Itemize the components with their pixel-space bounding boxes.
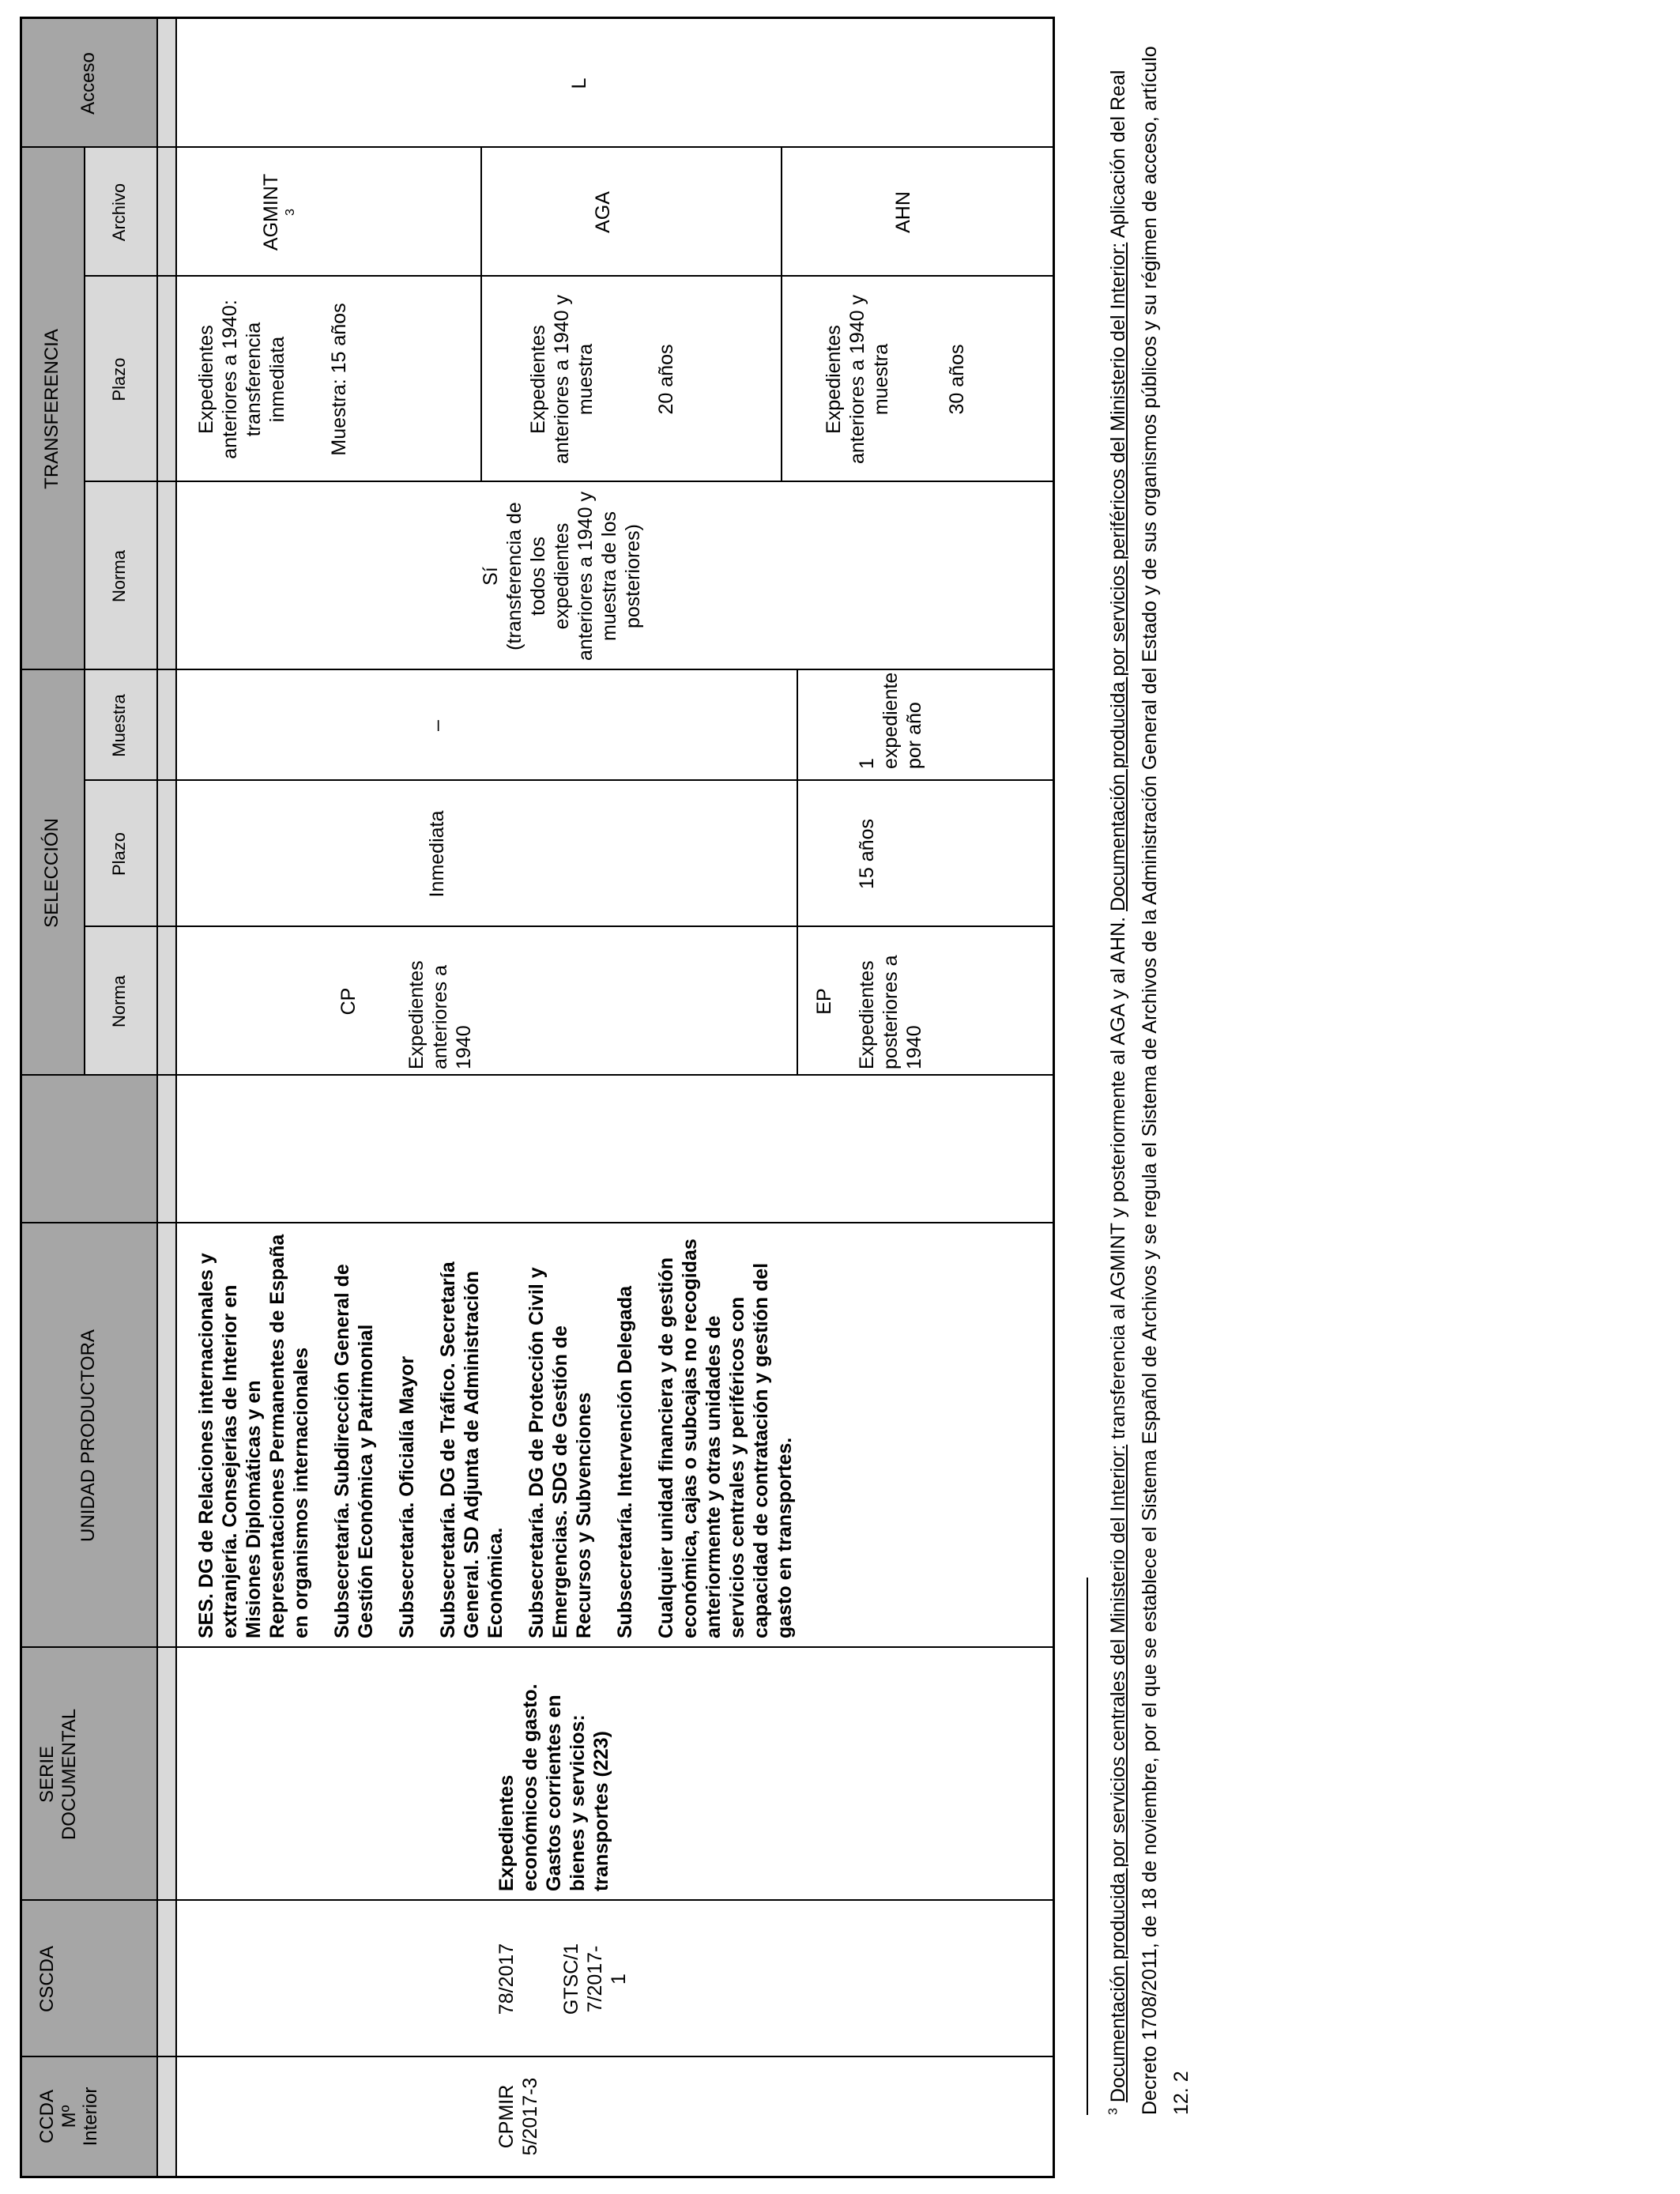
unit-item: Subsecretaría. Intervención Delegada [614,1285,636,1638]
sel-cp-plazo: Inmediata [426,810,448,898]
header-unidad: UNIDAD PRODUCTORA [77,1329,99,1542]
tr-plazo-1: Expedientes anteriores a 1940: transferencia inmediata [195,300,288,459]
sel-ep-text: Expedientes posteriores a 1940 [856,955,925,1069]
footnote-central-label: Documentación producida por servicios centrales del Ministerio del Interior: [1107,1444,1129,2103]
unit-item: Subsecretaría. DG de Protección Civil y Emergencias. SDG de Gestión de Recursos y Subvenciones [525,1267,595,1638]
tr-norma: Sí (transferencia de todos los expedientes anteriores a 1940 y muestra de los posteriores) [480,491,644,662]
footnote [1102,44,1197,2115]
subheader-strip [156,19,175,2176]
unit-item: Cualquier unidad financiera y de gestión económica, cajas o subcajas no recogidas anteriormente y otras unidades de servicios centrales y periféricos con capacidad de contratación y gestión del gasto en transportes. [655,1238,796,1638]
header-sel-plazo: Plazo [109,831,129,876]
unit-item: Subsecretaría. Subdirección General de Gestión Económica y Patrimonial [331,1264,377,1638]
header-sel-muestra: Muestra [109,694,129,757]
sel-cp-text: Expedientes anteriores a 1940 [405,960,475,1069]
tr-plazo-3b: 30 años [946,344,968,415]
cell-acceso: L [568,77,590,89]
footnote-ref[interactable]: 3 [284,209,297,216]
header-transferencia: TRANSFERENCIA [41,329,62,489]
tr-plazo-2: Expedientes anteriores a 1940 y muestra [527,294,597,465]
tr-archivo-1 [259,148,307,277]
tr-plazo-1b: Muestra: 15 años [328,303,350,456]
sel-cp-code: CP [337,987,360,1016]
sel-cp-muestra: – [426,720,448,731]
header-acceso: Acceso [77,52,99,115]
footnote-peripheral-label: Documentación producida por servicios periféricos del Ministerio del Interior: [1107,242,1129,911]
unit-item: Subsecretaría. DG de Tráfico. Secretaría General. SD Adjunta de Administración Económica. [437,1261,507,1638]
header-tr-archivo: Archivo [109,183,129,242]
header-seleccion: SELECCIÓN [41,818,62,928]
sel-ep-code: EP [813,988,835,1015]
header-cscda: CSCDA [36,1946,58,2013]
sel-ep-plazo: 15 años [856,819,878,889]
sel-ep-muestra: 1 expediente por año [856,672,925,769]
footnote-central-text: transferencia al AGMINT y posteriormente al AGA y al AHN. [1107,910,1129,1445]
unit-item: Subsecretaría. Oficialía Mayor [396,1355,418,1638]
header-tr-plazo: Plazo [109,357,129,401]
unit-item: SES. DG de Relaciones internacionales y extranjería. Consejerías de Interior en Misiones Diplomáticas y en Representaciones Permanentes de España en organismos internacionales [195,1234,312,1638]
header-serie: SERIE DOCUMENTAL [36,1708,80,1841]
tr-archivo-3: AHN [892,191,914,233]
tr-archivo-2: AGA [592,191,614,233]
tr-archivo-1-text: AGMINT [260,173,282,251]
cell-ccda: CPMIR 5/2017-3 [495,2077,541,2156]
tr-plazo-3: Expedientes anteriores a 1940 y muestra [823,294,892,465]
header-ccda: CCDA Mº Interior [36,2087,102,2147]
footnote-number: 3 [1106,2108,1121,2115]
retention-table [20,17,1055,2178]
footnote-separator [1087,1578,1088,2115]
header-sel-norma: Norma [109,975,129,1028]
header-tr-norma: Norma [109,550,129,603]
cell-serie: Expedientes económicos de gasto. Gastos corrientes en bienes y servicios: transportes (223) [495,1683,612,1891]
unit-list [194,1231,797,1638]
cell-cscda-2: GTSC/1 7/2017- 1 [560,1943,630,2015]
cell-cscda-1: 78/2017 [495,1943,518,2015]
tr-plazo-2b: 20 años [655,344,677,415]
footnote-peripheral-text: Aplicación del Real Decreto 1708/2011, de 18 de noviembre, por el que se establece el Sistema Español de Archivos y se regula el Sistema de Archivos de la Administración General del Estado y de sus organismos públicos y su régimen de acceso, artículo 12. 2 [1107,46,1192,2115]
